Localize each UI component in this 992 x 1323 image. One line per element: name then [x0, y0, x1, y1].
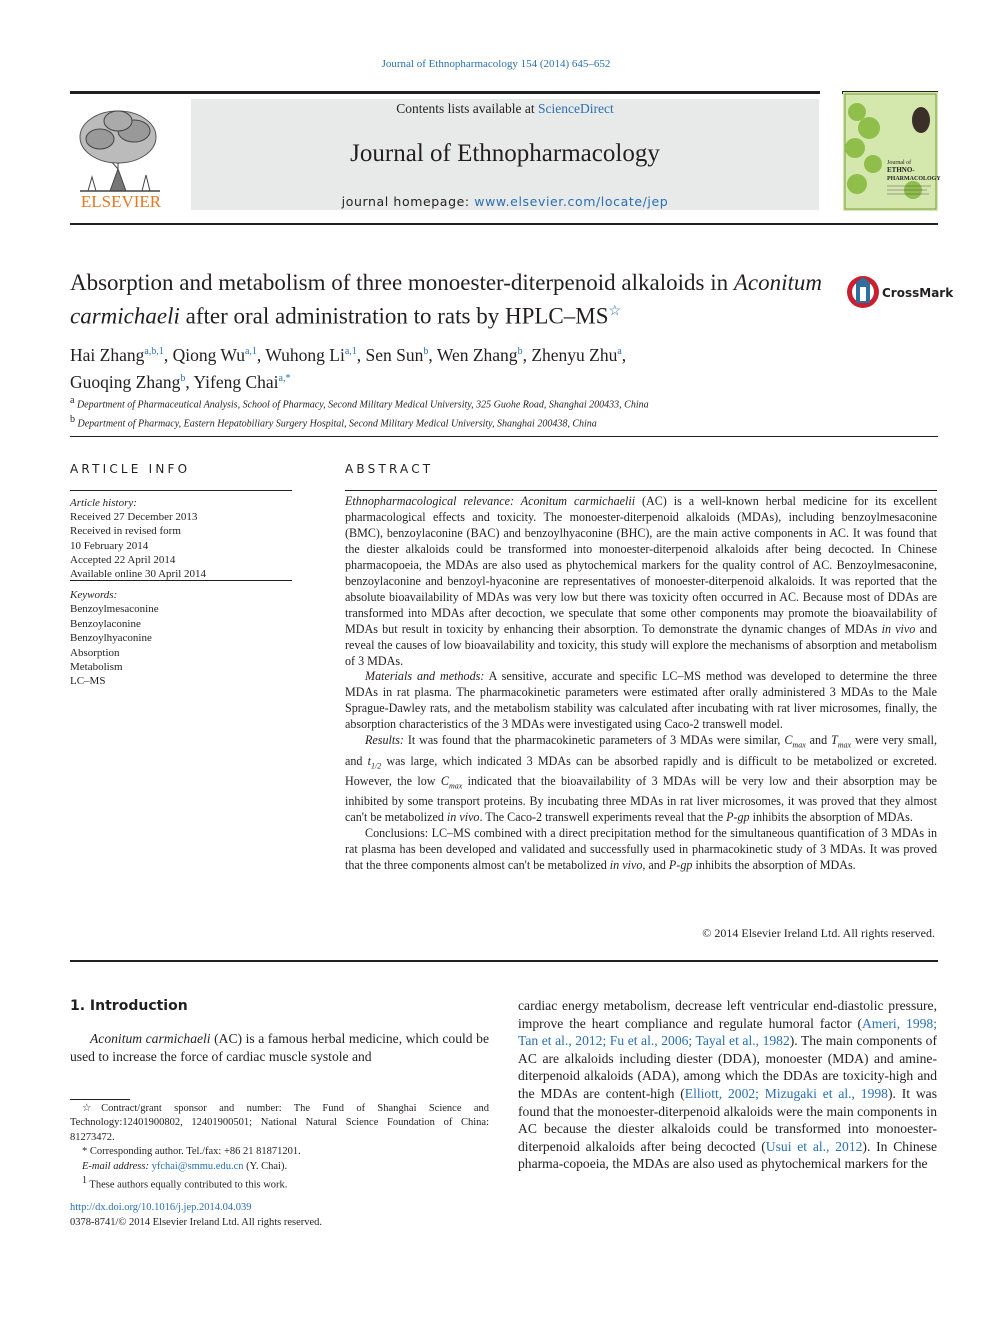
author-name: Zhenyu Zhu — [531, 344, 618, 365]
abstract-relevance: Ethnopharmacological relevance: Aconitum carmichaelii (AC) is a well-known herbal medicine for its excellent pharmacological effects and toxicity. The monoester-diterpenoid alkaloids (MDAs), including benzoylmesaconine (BMC), benzoylaconine (BAC) and benzoylhyaconine (BHC), are the main active components in AC. It was found that the diester alkaloids could be transformed into monoester-diterpenoid alkaloids after being decocted. In Chinese pharmacopoeia, the MDAs are also used as phytochemical markers for the quality control of AC. Benzoylmesaconine, benzoylaconine and benzoyl-hyaconine are representatives of monoester-diterpenoid alkaloids. It was reported that the absolute bioavailability of MDAs was very low but there was toxicity often occurred in AC. Because most of DDAs are transformed into MDAs after decoction, we speculate that some other components may promote the bioavailability of MDAs but result in toxicity by enhancing their absorption. To demonstrate the dynamic changes of MDAs in vivo and reveal the causes of low bioavailability and toxicity, this study will explore the mechanisms of absorption and metabolism of 3 MDAs. — [345, 494, 938, 668]
author-name: Wuhong Li — [265, 344, 345, 365]
author-affiliation-mark[interactable]: b — [423, 346, 429, 357]
cover-image-icon — [843, 92, 941, 211]
footnote-rule — [70, 1099, 130, 1100]
citation-link[interactable]: Usui et al., 2012 — [765, 1138, 863, 1154]
keywords-label: Keywords: — [70, 589, 118, 601]
abstract-copyright: © 2014 Elsevier Ireland Ltd. All rights reserved. — [702, 926, 935, 940]
author-affiliation-mark[interactable]: a,1 — [344, 346, 357, 357]
author-name: Guoqing Zhang — [70, 371, 181, 392]
author-name: Yifeng Chai — [193, 371, 279, 392]
history-item: Received 27 December 2013 — [70, 511, 198, 524]
abstract-body — [345, 494, 937, 874]
author-separator: , — [256, 344, 266, 365]
author-separator: , — [621, 344, 627, 365]
author-separator: , — [163, 344, 173, 365]
doi-link[interactable]: http://dx.doi.org/10.1016/j.jep.2014.04.039 — [70, 1202, 252, 1213]
affiliation-a: $^a$ Department of Pharmaceutical Analysis, School of Pharmacy, Second Military Medical University, 325 Guohe Road, Shanghai 200433, China — [70, 395, 649, 411]
author-separator: , — [356, 344, 366, 365]
author-affiliation-mark[interactable]: a — [617, 346, 622, 357]
article-history — [70, 496, 292, 581]
svg-text:ETHNO-: ETHNO- — [887, 166, 915, 174]
title-text-end: after oral administration to rats by HPLC–MS — [179, 303, 609, 329]
crossmark-badge[interactable] — [845, 273, 954, 313]
author-separator: , — [522, 344, 532, 365]
keywords — [70, 588, 292, 689]
keyword: Benzoylaconine — [70, 617, 141, 630]
footnote-email: E-mail address: yfchai@smmu.edu.cn (Y. Chai). — [82, 1160, 288, 1172]
sciencedirect-link[interactable]: ScienceDirect — [538, 101, 614, 116]
elsevier-logo — [70, 99, 172, 211]
title-text: Absorption and metabolism of three monoester-diterpenoid alkaloids in — [70, 270, 734, 295]
abstract-rule — [345, 490, 937, 491]
abstract-conclusions: Conclusions: LC–MS combined with a direct precipitation method for the simultaneous quantification of 3 MDAs in rat plasma has been developed and validated and successfully used in pharmacokinetic study of 3 MDAs. It was proved that the three components almost can't be metabolized in vivo, and P-gp inhibits the absorption of MDAs. — [345, 826, 937, 873]
history-item: Received in revised form — [70, 525, 181, 538]
citation-link[interactable]: Ameri, 1998; Tan et al., 2012; Fu et al., 2006; Tayal et al., 1982 — [518, 1015, 937, 1049]
svg-text:Journal of: Journal of — [887, 160, 912, 166]
history-item: Accepted 22 April 2014 — [70, 553, 176, 566]
author-affiliation-mark[interactable]: a,1 — [244, 346, 257, 357]
svg-text:PHARMACOLOGY: PHARMACOLOGY — [887, 176, 941, 182]
author-affiliation-mark[interactable]: b — [180, 372, 186, 384]
crossmark-icon — [845, 273, 954, 313]
author-name: Hai Zhang — [70, 344, 145, 365]
title-footnote-mark[interactable]: ☆ — [608, 304, 622, 319]
keyword: Benzoylhyaconine — [70, 632, 152, 645]
elsevier-tree-icon — [70, 99, 172, 211]
author-affiliation-mark[interactable]: b — [517, 346, 523, 357]
abstract-methods: Materials and methods: A sensitive, accurate and specific LC–MS method was developed to determine the three MDAs in rat plasma. The pharmacokinetic parameters were estimated after orally administered 3 MDAs to the Male Sprague-Dawley rats, and the metabolism stability was calculated after incubating with rat liver microsomes, finally, the absorption characteristics of the 3 MDAs were investigated using Caco-2 transwell model. — [345, 669, 937, 732]
journal-reference[interactable]: Journal of Ethnopharmacology 154 (2014) 645–652 — [381, 58, 611, 70]
issn-line: 0378-8741/© 2014 Elsevier Ireland Ltd. All rights reserved. — [70, 1216, 323, 1228]
intro-column-right: cardiac energy metabolism, decrease left ventricular end-diastolic pressure, improve the heart compliance and regulate humoral factor (Ameri, 1998; Tan et al., 2012; Fu et al., 2006; Tayal et al., 1982). The main components of AC are alkaloids including diester (DDA), monoester (MDA) and amine-diterpenoid alkaloids (ADA), among which the DDAs are toxicity-high and the MDAs are content-high (Elliott, 2002; Mizugaki et al., 1998). It was found that the monoester-diterpenoid alkaloids were the main components in AC because the diester alkaloids could be transformed into monoester-diterpenoid alkaloids after being decocted (Usui et al., 2012). In Chinese pharma-copoeia, the MDAs are also used as phytochemical markers for the — [518, 998, 938, 1172]
author-name: Qiong Wu — [172, 344, 245, 365]
author-affiliation-mark[interactable]: a,b,1 — [144, 346, 164, 357]
intro-column-left: Aconitum carmichaeli (AC) is a famous herbal medicine, which could be used to increase the force of cardiac muscle systole and — [70, 1031, 489, 1064]
homepage-link[interactable]: www.elsevier.com/locate/jep — [474, 194, 669, 209]
author-separator: , — [185, 371, 194, 392]
footnotes — [70, 1102, 489, 1193]
citation-link[interactable]: Elliott, 2002; Mizugaki et al., 1998 — [684, 1085, 888, 1101]
journal-homepage — [191, 194, 819, 209]
abstract-results: Results: It was found that the pharmacokinetic parameters of 3 MDAs were similar, $C_{max}$ and $T_{max}$ were very small, and $t_{1/2}$ was large, which indicated 3 MDAs can be absorbed rapidly and is difficult to be metabolized or excreted. However, the low $C_{max}$ indicated that the bioavailability of 3 MDAs will be very low and their absorption may be inhibited by some transport proteins. By incubating three MDAs in rat liver microsomes, it was proved that they almost can't be metabolized in vivo. The Caco-2 transwell experiments reveal that the P-gp inhibits the absorption of MDAs. — [345, 733, 938, 825]
history-item: Available online 30 April 2014 — [70, 568, 207, 581]
contents-prefix: Contents lists available at — [396, 101, 538, 116]
author-name: Sen Sun — [365, 344, 424, 365]
email-link[interactable]: yfchai@smmu.edu.cn — [151, 1160, 244, 1172]
journal-cover[interactable] — [843, 92, 941, 211]
title-species: Aconitum carmichaeli — [70, 270, 822, 329]
elsevier-wordmark: ELSEVIER — [80, 192, 162, 211]
keyword: Absorption — [70, 646, 120, 659]
keyword: Metabolism — [70, 661, 123, 674]
footnote-equal-contribution: $^1$ These authors equally contributed to this work. — [82, 1175, 288, 1191]
affiliation-b: $^b$ Department of Pharmacy, Eastern Hepatobiliary Surgery Hospital, Second Military Medical University, Shanghai 200438, China — [70, 414, 597, 430]
section-heading: 1. Introduction — [70, 998, 188, 1014]
homepage-prefix: journal homepage: — [341, 194, 475, 209]
article-info-heading: ARTICLE INFO — [70, 462, 191, 476]
footnote-funding: ☆Contract/grant sponsor and number: The Fund of Shanghai Science and Technology:12401900802, 12401900501; National Natural Science Foundation of China: 81273472. — [70, 1103, 489, 1143]
keyword: LC–MS — [70, 675, 106, 688]
header-bottom-rule — [70, 223, 938, 225]
doi-block — [70, 1201, 322, 1230]
contents-line — [191, 101, 819, 117]
author-list — [70, 340, 840, 394]
keyword: Benzoylmesaconine — [70, 603, 159, 616]
abstract-heading: ABSTRACT — [345, 462, 434, 476]
header-rule — [70, 91, 820, 94]
author-affiliation-mark[interactable]: a,* — [278, 372, 291, 384]
affiliations — [70, 393, 938, 432]
crossmark-label: CrossMark — [882, 286, 954, 300]
journal-name: Journal of Ethnopharmacology — [350, 140, 660, 167]
abstract-end-rule — [70, 960, 938, 962]
footnote-corresponding: * Corresponding author. Tel./fax: +86 21 81871201. — [82, 1146, 301, 1158]
article-info-rule — [70, 490, 292, 491]
author-separator: , — [428, 344, 437, 365]
history-label: Article history: — [70, 497, 137, 509]
history-rule — [70, 580, 292, 581]
article-title — [70, 268, 830, 331]
title-block-rule — [70, 436, 938, 437]
author-name: Wen Zhang — [436, 344, 518, 365]
history-item: 10 February 2014 — [70, 539, 149, 552]
